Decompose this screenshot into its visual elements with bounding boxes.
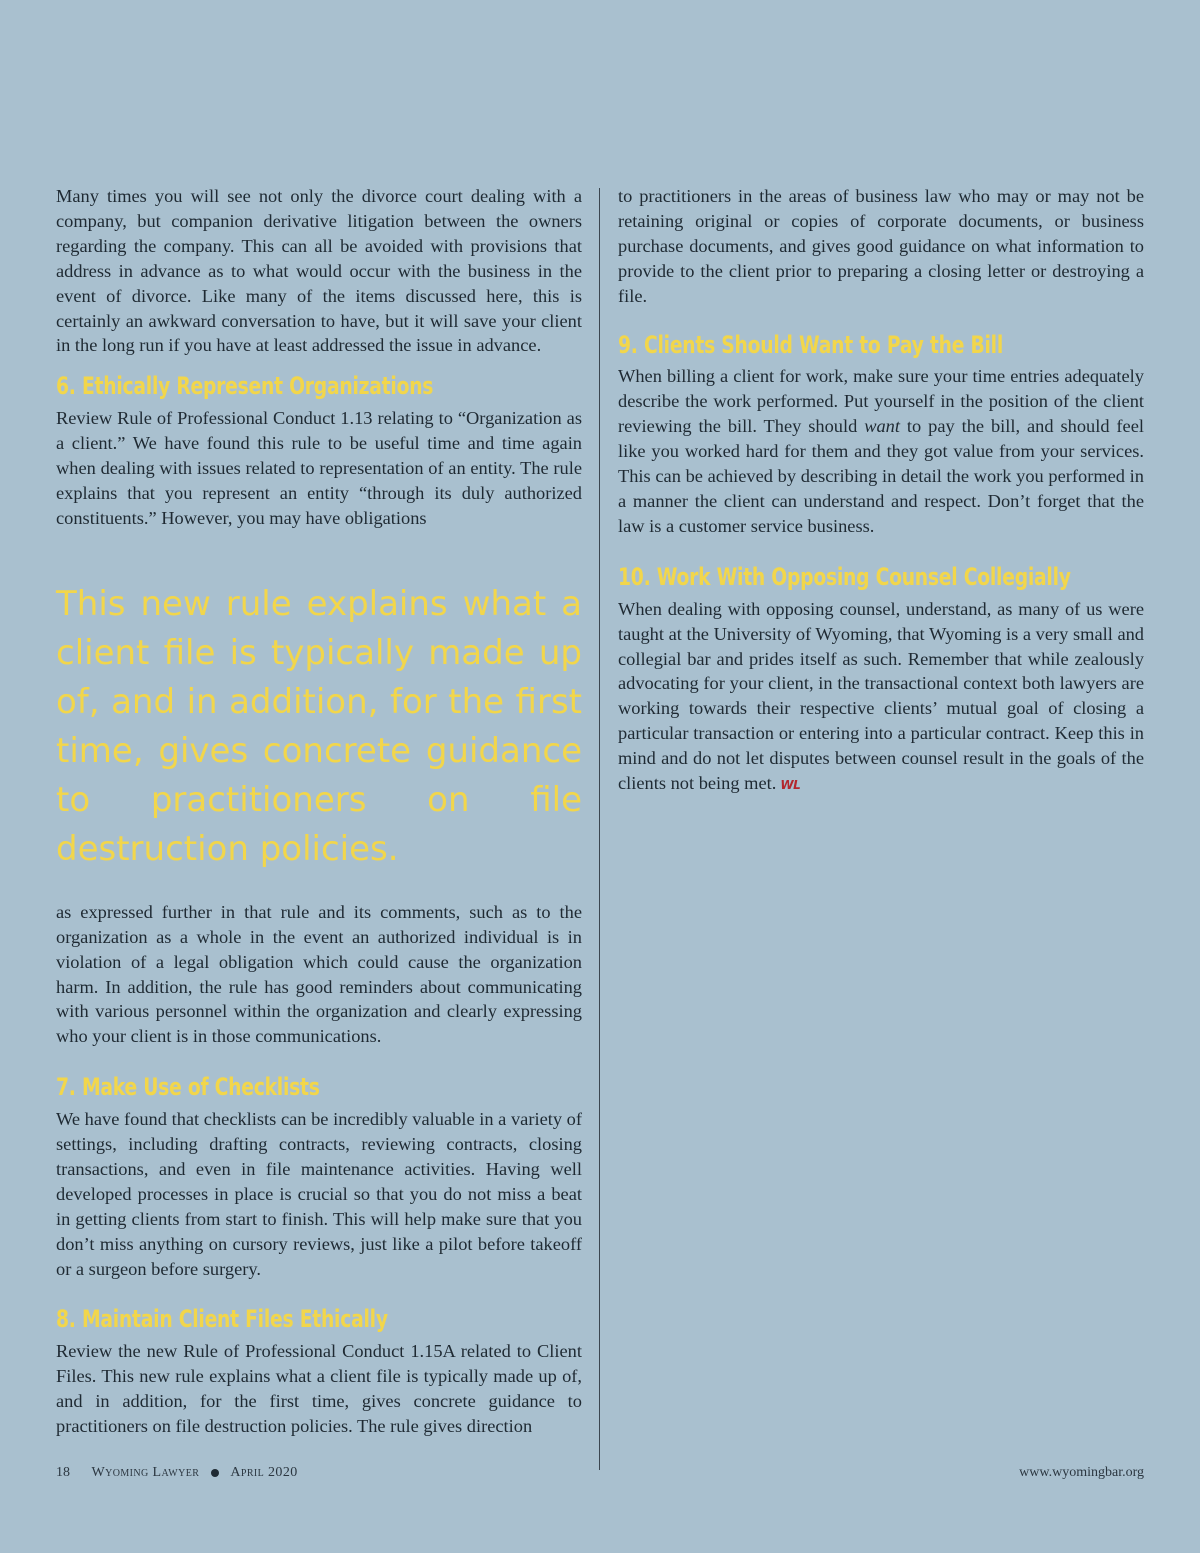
pull-quote: This new rule explains what a client file is typically made up of, and in addition, for the first time, gives concrete guidance to practitioners on file destruction policies. bbox=[56, 584, 582, 869]
body-paragraph bbox=[618, 364, 1144, 538]
footer-left bbox=[56, 1465, 298, 1481]
section-heading-6: 6. Ethically Represent Organizations bbox=[56, 372, 434, 401]
body-paragraph: Review the new Rule of Professional Conduct 1.15A related to Client Files. This new rule explains what a client file is typically made up of, and in addition, for the first time, gives concrete guidance to practitioners on file destruction policies. The rule gives direction bbox=[56, 1341, 582, 1437]
text-run: When dealing with opposing counsel, understand, as many of us were taught at the University of Wyoming, that Wyoming is a very small and collegial bar and prides itself as such. Remember that while zealously advocating for your client, in the transactional context both lawyers are working towards their respective clients’ mutual goal of closing a particular transaction or entering into a particular contract. Keep this in mind and do not let disputes between counsel result in the goals of the clients not being met. bbox=[618, 598, 1144, 794]
issue-date: April 2020 bbox=[230, 1465, 298, 1480]
body-paragraph: as expressed further in that rule and its comments, such as to the organization as a whole in the event an authorized individual is in violation of a legal obligation which could cause the organization harm. In addition, the rule has good reminders about communicating with various personnel within the organization and clearly expressing who your client is in those communications. bbox=[56, 901, 582, 1047]
section-heading-9: 9. Clients Should Want to Pay the Bill bbox=[618, 330, 1004, 359]
text-run: When billing a client for work, make sure your time entries adequately describe the work performed. Put yourself in the position of the client reviewing the bill. They should bbox=[618, 366, 1144, 437]
body-paragraph: to practitioners in the areas of business law who may or may not be retaining original or copies of corporate documents, or business purchase documents, and gives good guidance on what information to provide to the client prior to preparing a closing letter or destroying a file. bbox=[618, 186, 1144, 306]
section-heading-8: 8. Maintain Client Files Ethically bbox=[56, 1305, 388, 1334]
bullet-icon bbox=[211, 1469, 219, 1477]
section-heading-10: 10. Work With Opposing Counsel Collegially bbox=[618, 562, 1071, 591]
page-number: 18 bbox=[56, 1465, 70, 1480]
end-mark: WL bbox=[780, 778, 801, 793]
column-divider bbox=[599, 188, 600, 1470]
right-column bbox=[618, 184, 1144, 798]
body-paragraph: Many times you will see not only the divorce court dealing with a company, but companion derivative litigation between the owners regarding the company. This can all be avoided with provisions that address in advance as to what would occur with the business in the event of divorce. Like many of the items discussed here, this is certainly an awkward conversation to have, but it will save your client in the long run if you have at least addressed the issue in advance. bbox=[56, 186, 582, 356]
section-heading-7: 7. Make Use of Checklists bbox=[56, 1073, 320, 1102]
text-run: to pay the bill, and should feel like you worked hard for them and they got value from your services. This can be achieved by describing in detail the work you performed in a manner the client can understand and respect. Don’t forget that the law is a customer service business. bbox=[618, 416, 1144, 536]
emphasis-text: want bbox=[864, 416, 900, 437]
website-link[interactable]: www.wyomingbar.org bbox=[1019, 1465, 1144, 1480]
publication-name: Wyoming Lawyer bbox=[91, 1465, 200, 1480]
body-paragraph bbox=[618, 597, 1144, 798]
body-paragraph: We have found that checklists can be incredibly valuable in a variety of settings, including drafting contracts, reviewing contracts, closing transactions, and even in file maintenance activities. Having well developed processes in place is crucial so that you do not miss a beat in getting clients from start to finish. This will help make sure that you don’t miss anything on cursory reviews, just like a pilot before takeoff or a surgeon before surgery. bbox=[56, 1109, 582, 1279]
body-paragraph: Review Rule of Professional Conduct 1.13 relating to “Organization as a client.” We have found this rule to be useful time and time again when dealing with issues related to representation of an entity. The rule explains that you represent an entity “through its duly authorized constituents.” However, you may have obligations bbox=[56, 408, 582, 528]
